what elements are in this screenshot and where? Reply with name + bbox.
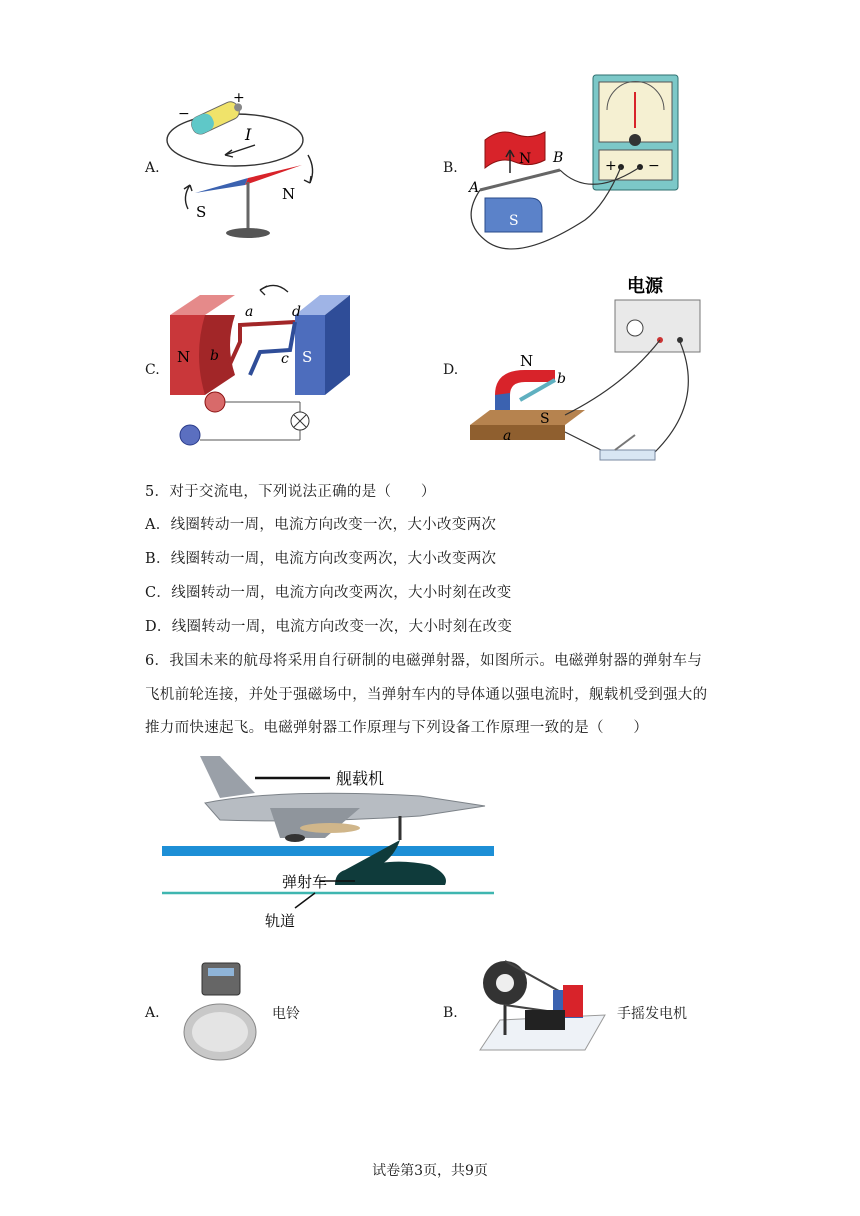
q6-stem-line1: 6．我国未来的航母将采用自行研制的电磁弹射器，如图所示。电磁弹射器的弹射车与 bbox=[145, 653, 703, 669]
coil-a-label: a bbox=[245, 304, 254, 320]
coil-d-label: d bbox=[292, 304, 301, 320]
horseshoe-n-label: N bbox=[520, 352, 534, 370]
magnet-n-label: N bbox=[519, 151, 532, 167]
coil-b-label: b bbox=[210, 348, 219, 364]
power-supply-label: 电源 bbox=[627, 276, 663, 297]
q6-option-a-letter: A. bbox=[145, 1005, 160, 1021]
coil-c-label: c bbox=[281, 351, 289, 367]
generator-n-label: N bbox=[177, 348, 191, 366]
battery-minus-label: − bbox=[178, 106, 190, 122]
bell-caption: 电铃 bbox=[272, 1006, 300, 1022]
q6-option-b-letter: B. bbox=[443, 1005, 458, 1021]
rail-a-label: a bbox=[503, 428, 512, 444]
generator-caption: 手摇发电机 bbox=[617, 1006, 687, 1022]
q5-option-b: B．线圈转动一周，电流方向改变两次，大小改变两次 bbox=[145, 551, 497, 567]
option-b-letter: B. bbox=[443, 160, 458, 176]
option-c-letter: C. bbox=[145, 362, 160, 378]
meter-plus-label: + bbox=[605, 158, 617, 174]
option-a-letter: A. bbox=[145, 160, 160, 176]
q5-option-c: C．线圈转动一周，电流方向改变两次，大小时刻在改变 bbox=[145, 585, 512, 601]
q6-stem-line2: 飞机前轮连接，并处于强磁场中，当弹射车内的导体通以强电流时，舰载机受到强大的 bbox=[145, 687, 708, 703]
q6-stem-line3: 推力而快速起飞。电磁弹射器工作原理与下列设备工作原理一致的是（ ） bbox=[145, 720, 649, 736]
rod-b-label-d: b bbox=[557, 371, 566, 387]
magnet-s-label: S bbox=[509, 213, 519, 229]
compass-wire-figure bbox=[160, 85, 330, 245]
hand-generator-image bbox=[475, 955, 610, 1065]
q5-option-a: A．线圈转动一周，电流方向改变一次，大小改变两次 bbox=[145, 517, 497, 533]
rod-b-label: B bbox=[553, 150, 564, 166]
motor-rails-figure bbox=[465, 270, 710, 470]
rod-a-label: A bbox=[469, 180, 480, 196]
q5-stem: 5．对于交流电，下列说法正确的是（ ） bbox=[145, 484, 436, 500]
compass-s-label: S bbox=[196, 203, 207, 221]
generator-s-label: S bbox=[302, 348, 313, 366]
galvanometer-figure bbox=[465, 70, 695, 265]
aircraft-label: 舰载机 bbox=[336, 769, 385, 788]
option-d-letter: D. bbox=[443, 362, 459, 378]
q5-option-d: D．线圈转动一周，电流方向改变一次，大小时刻在改变 bbox=[145, 619, 513, 635]
cart-label: 弹射车 bbox=[282, 873, 328, 891]
current-label: I bbox=[245, 125, 252, 144]
electric-bell-image bbox=[180, 960, 260, 1065]
compass-n-label: N bbox=[282, 185, 296, 203]
meter-minus-label: − bbox=[648, 158, 660, 174]
track-label: 轨道 bbox=[265, 912, 296, 930]
catapult-figure bbox=[160, 748, 500, 933]
battery-plus-label: + bbox=[233, 90, 245, 106]
generator-coil-figure bbox=[165, 280, 365, 455]
horseshoe-s-label: S bbox=[540, 411, 550, 427]
page-footer: 试卷第3页，共9页 bbox=[372, 1163, 488, 1179]
